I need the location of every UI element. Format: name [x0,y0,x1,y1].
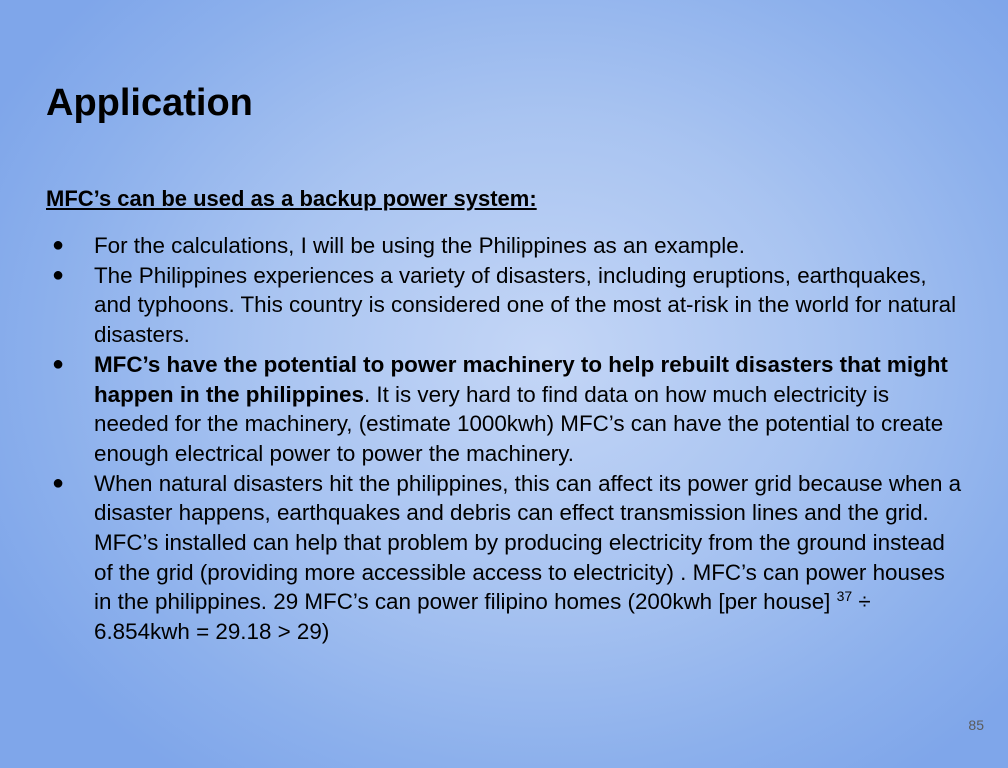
bullet-icon: ● [52,263,65,286]
slide-subheading: MFC’s can be used as a backup power system: [46,186,537,211]
bullet-text: For the calculations, I will be using the Philippines as an example. [94,233,745,258]
bullet-icon: ● [52,352,65,375]
bullet-item [46,350,966,469]
citation-superscript: 37 [836,588,853,605]
bullet-text: The Philippines experiences a variety of disasters, including eruptions, earthquakes, and typhoons. This country is considered one of the most at-risk in the world for natural disasters. [94,262,957,348]
bullet-text: When natural disasters hit the philippines, this can affect its power grid because when a disaster happens, earthquakes and debris can effect transmission lines and the grid. MFC’s installed can help that problem by producing electricity from the ground instead of the grid (providing more accessible access to electricity) . MFC’s can power houses in the philippines. 29 MFC’s can power filipino homes (200kwh [per house] [94,470,962,615]
bullet-icon: ● [52,234,65,256]
bullet-item [46,231,966,261]
slide-title: Application [46,82,253,124]
bullet-text-continued: ÷ 6.854kwh = 29.18 > 29) [94,589,871,645]
bullet-icon: ● [52,471,65,494]
bullet-bold-text: MFC’s have the potential to power machinery to help rebuilt disasters that might happen in the philippines [94,351,948,407]
bullet-text: . It is very hard to find data on how much electricity is needed for the machinery, (estimate 1000kwh) MFC’s can have the potential to create enough electrical power to power the machinery. [94,381,944,466]
bullet-item [46,469,966,647]
bullet-item [46,261,966,350]
bullet-list [46,231,966,647]
page-number: 85 [968,717,984,733]
